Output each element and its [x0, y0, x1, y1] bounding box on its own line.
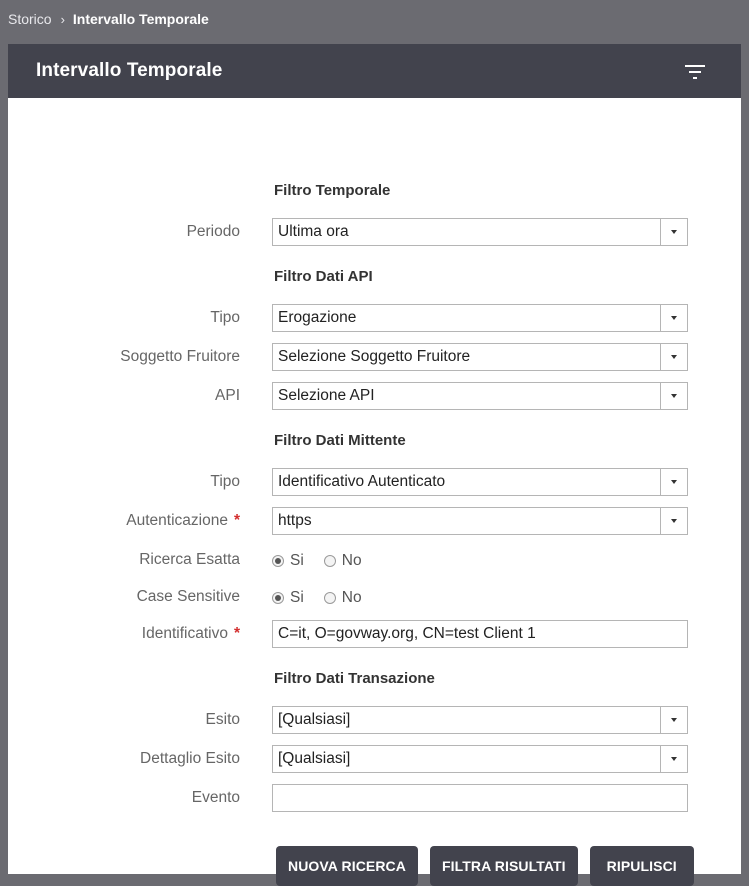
tipo-mittente-value: Identificativo Autenticato [278, 473, 446, 490]
periodo-label: Periodo [186, 223, 240, 240]
evento-input[interactable] [272, 784, 688, 812]
ricerca-esatta-si-option[interactable]: Si [272, 552, 304, 570]
soggetto-fruitore-label: Soggetto Fruitore [120, 348, 240, 365]
dettaglio-esito-select[interactable] [272, 745, 688, 773]
autenticazione-label: Autenticazione * [126, 512, 240, 529]
chevron-down-icon[interactable] [660, 219, 687, 245]
dettaglio-esito-value: [Qualsiasi] [278, 750, 351, 767]
required-marker: * [233, 625, 240, 642]
api-select[interactable] [272, 382, 688, 410]
nuova-ricerca-button[interactable]: NUOVA RICERCA [276, 846, 418, 886]
api-label: API [215, 387, 240, 404]
dettaglio-esito-label: Dettaglio Esito [140, 750, 240, 767]
filter-panel [8, 44, 741, 874]
chevron-down-icon[interactable] [660, 305, 687, 331]
section-title-temporale: Filtro Temporale [274, 182, 391, 199]
ricerca-esatta-radio-group [272, 551, 382, 571]
radio-checked-icon[interactable] [272, 555, 284, 567]
tipo-api-select[interactable] [272, 304, 688, 332]
soggetto-fruitore-value: Selezione Soggetto Fruitore [278, 348, 471, 365]
chevron-down-icon[interactable] [660, 344, 687, 370]
chevron-down-icon[interactable] [660, 508, 687, 534]
chevron-right-icon: › [60, 11, 65, 27]
filtra-risultati-button[interactable]: FILTRA RISULTATI [430, 846, 578, 886]
tipo-mittente-select[interactable] [272, 468, 688, 496]
ripulisci-button[interactable]: RIPULISCI [590, 846, 694, 886]
radio-unchecked-icon[interactable] [324, 592, 336, 604]
breadcrumb [8, 10, 209, 28]
api-value: Selezione API [278, 387, 375, 404]
section-title-transazione: Filtro Dati Transazione [274, 670, 435, 687]
ricerca-esatta-label: Ricerca Esatta [139, 551, 240, 568]
identificativo-input[interactable] [272, 620, 688, 648]
ricerca-esatta-no-option[interactable]: No [324, 552, 362, 570]
breadcrumb-storico-link[interactable]: Storico [8, 11, 52, 27]
chevron-down-icon[interactable] [660, 469, 687, 495]
esito-value: [Qualsiasi] [278, 711, 351, 728]
chevron-down-icon[interactable] [660, 707, 687, 733]
case-sensitive-label: Case Sensitive [136, 588, 240, 605]
breadcrumb-current: Intervallo Temporale [72, 11, 209, 27]
esito-label: Esito [205, 711, 240, 728]
action-buttons [276, 846, 694, 886]
radio-unchecked-icon[interactable] [324, 555, 336, 567]
autenticazione-value: https [278, 512, 312, 529]
periodo-value: Ultima ora [278, 223, 349, 240]
section-title-api: Filtro Dati API [274, 268, 373, 285]
evento-label: Evento [191, 789, 240, 806]
case-sensitive-no-option[interactable]: No [324, 589, 362, 607]
chevron-down-icon[interactable] [660, 746, 687, 772]
case-sensitive-si-option[interactable]: Si [272, 589, 304, 607]
tipo-api-value: Erogazione [278, 309, 357, 326]
soggetto-fruitore-select[interactable] [272, 343, 688, 371]
radio-checked-icon[interactable] [272, 592, 284, 604]
case-sensitive-radio-group [272, 588, 382, 608]
panel-header [8, 44, 741, 98]
panel-title: Intervallo Temporale [36, 60, 223, 81]
section-title-mittente: Filtro Dati Mittente [274, 432, 406, 449]
autenticazione-select[interactable] [272, 507, 688, 535]
esito-select[interactable] [272, 706, 688, 734]
tipo-api-label: Tipo [210, 309, 240, 326]
required-marker: * [233, 512, 240, 529]
chevron-down-icon[interactable] [660, 383, 687, 409]
tipo-mittente-label: Tipo [210, 473, 240, 490]
filter-icon[interactable] [685, 65, 705, 79]
periodo-select[interactable] [272, 218, 688, 246]
identificativo-label: Identificativo * [141, 625, 240, 642]
